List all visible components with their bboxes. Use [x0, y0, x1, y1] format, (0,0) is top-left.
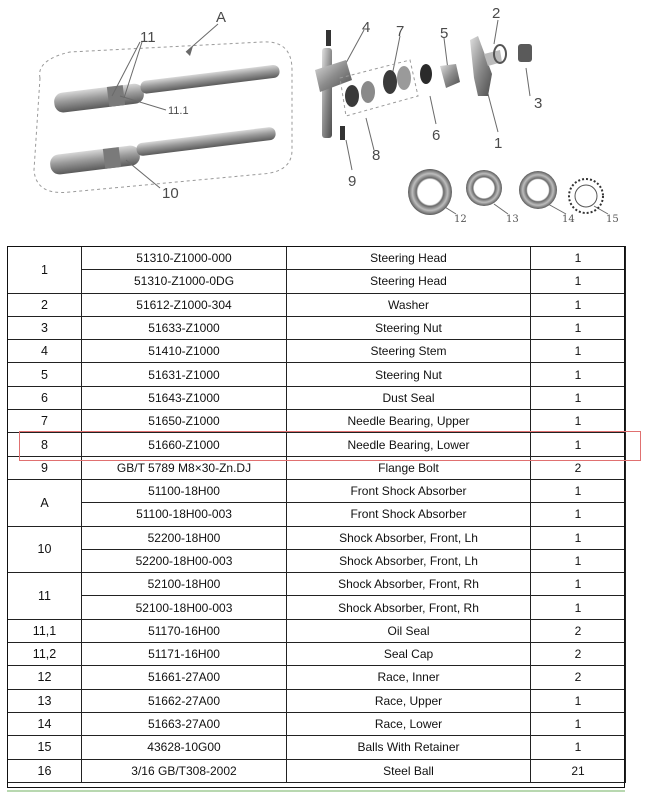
callout-13: 13 [506, 214, 519, 225]
quantity-cell: 1 [531, 503, 626, 526]
description-cell: Needle Bearing, Upper [287, 410, 531, 433]
table-row [8, 759, 626, 782]
part-number-cell: 52200-18H00-003 [82, 549, 287, 572]
description-cell: Race, Upper [287, 689, 531, 712]
steering-head [470, 36, 492, 96]
callout-3: 3 [534, 95, 543, 112]
quantity-cell: 2 [531, 643, 626, 666]
table-row [8, 386, 626, 409]
part-number-cell: GB/T 5789 M8×30-Zn.DJ [82, 456, 287, 479]
description-cell: Washer [287, 293, 531, 316]
parts-table-body [8, 247, 626, 783]
description-cell: Shock Absorber, Front, Rh [287, 573, 531, 596]
table-row [8, 340, 626, 363]
quantity-cell: 1 [531, 270, 626, 293]
callout-6: 6 [432, 127, 441, 144]
description-cell: Front Shock Absorber [287, 503, 531, 526]
ref-cell: 3 [8, 316, 82, 339]
quantity-cell: 2 [531, 456, 626, 479]
callout-a: A [216, 9, 227, 26]
ref-cell: 11 [8, 573, 82, 620]
part-number-cell: 51410-Z1000 [82, 340, 287, 363]
ref-cell: 7 [8, 410, 82, 433]
exploded-parts-diagram [0, 0, 652, 240]
description-cell: Shock Absorber, Front, Lh [287, 549, 531, 572]
quantity-cell: 1 [531, 479, 626, 502]
description-cell: Needle Bearing, Lower [287, 433, 531, 456]
part-number-cell: 52200-18H00 [82, 526, 287, 549]
quantity-cell: 1 [531, 386, 626, 409]
race-upper [466, 170, 502, 206]
part-number-cell: 51170-16H00 [82, 619, 287, 642]
quantity-cell: 1 [531, 410, 626, 433]
quantity-cell: 1 [531, 247, 626, 270]
ref-cell: 9 [8, 456, 82, 479]
parts-table [7, 246, 626, 783]
part-number-cell: 52100-18H00 [82, 573, 287, 596]
quantity-cell: 1 [531, 573, 626, 596]
table-row [8, 503, 626, 526]
part-number-cell: 51310-Z1000-0DG [82, 270, 287, 293]
ref-cell: 6 [8, 386, 82, 409]
part-number-cell: 51171-16H00 [82, 643, 287, 666]
ref-cell: 15 [8, 736, 82, 759]
ref-cell: 14 [8, 712, 82, 735]
ref-cell: 8 [8, 433, 82, 456]
steering-stem [315, 30, 352, 140]
description-cell: Front Shock Absorber [287, 479, 531, 502]
description-cell: Race, Inner [287, 666, 531, 689]
callout-1: 1 [494, 135, 503, 152]
quantity-cell: 1 [531, 736, 626, 759]
part-number-cell: 51650-Z1000 [82, 410, 287, 433]
ref-cell: 11,1 [8, 619, 82, 642]
table-row [8, 643, 626, 666]
description-cell: Race, Lower [287, 712, 531, 735]
quantity-cell: 1 [531, 526, 626, 549]
callout-11: 11 [140, 29, 156, 46]
quantity-cell: 1 [531, 712, 626, 735]
callout-14: 14 [562, 214, 575, 225]
part-number-cell: 52100-18H00-003 [82, 596, 287, 619]
quantity-cell: 1 [531, 596, 626, 619]
ref-cell: A [8, 479, 82, 526]
part-number-cell: 51631-Z1000 [82, 363, 287, 386]
callout-4: 4 [362, 19, 371, 36]
description-cell: Dust Seal [287, 386, 531, 409]
part-number-cell: 51661-27A00 [82, 666, 287, 689]
callout-12: 12 [454, 214, 467, 225]
table-row [8, 410, 626, 433]
steering-nut-5 [440, 64, 460, 88]
table-row [8, 293, 626, 316]
description-cell: Seal Cap [287, 643, 531, 666]
description-cell: Steering Stem [287, 340, 531, 363]
table-row [8, 479, 626, 502]
fork-tube-lh [49, 127, 276, 176]
callout-5: 5 [440, 25, 449, 42]
steering-nut-3 [518, 44, 532, 62]
quantity-cell: 1 [531, 316, 626, 339]
part-number-cell: 51662-27A00 [82, 689, 287, 712]
table-row [8, 316, 626, 339]
description-cell: Balls With Retainer [287, 736, 531, 759]
quantity-cell: 1 [531, 363, 626, 386]
quantity-cell: 21 [531, 759, 626, 782]
part-number-cell: 51633-Z1000 [82, 316, 287, 339]
table-row [8, 619, 626, 642]
ref-cell: 12 [8, 666, 82, 689]
description-cell: Steering Nut [287, 363, 531, 386]
callout-8: 8 [372, 147, 381, 164]
description-cell: Steering Nut [287, 316, 531, 339]
part-number-cell: 51310-Z1000-000 [82, 247, 287, 270]
callout-11-1: 11.1 [168, 105, 189, 117]
table-row [8, 549, 626, 572]
part-number-cell: 51663-27A00 [82, 712, 287, 735]
table-row [8, 689, 626, 712]
part-number-cell: 3/16 GB/T308-2002 [82, 759, 287, 782]
quantity-cell: 2 [531, 619, 626, 642]
table-row [8, 736, 626, 759]
part-number-cell: 51100-18H00-003 [82, 503, 287, 526]
callout-10: 10 [162, 185, 179, 202]
quantity-cell: 1 [531, 293, 626, 316]
quantity-cell: 1 [531, 433, 626, 456]
table-row [8, 666, 626, 689]
part-number-cell: 43628-10G00 [82, 736, 287, 759]
fork-tube-rh [53, 64, 280, 113]
ref-cell: 11,2 [8, 643, 82, 666]
description-cell: Steel Ball [287, 759, 531, 782]
ref-cell: 5 [8, 363, 82, 386]
table-row [8, 363, 626, 386]
quantity-cell: 1 [531, 340, 626, 363]
table-row [8, 526, 626, 549]
table-row [8, 270, 626, 293]
balls-with-retainer [569, 179, 603, 213]
description-cell: Steering Head [287, 247, 531, 270]
description-cell: Shock Absorber, Front, Rh [287, 596, 531, 619]
part-number-cell: 51612-Z1000-304 [82, 293, 287, 316]
callout-9: 9 [348, 173, 357, 190]
callout-15: 15 [606, 214, 619, 225]
ref-cell: 13 [8, 689, 82, 712]
part-number-cell: 51100-18H00 [82, 479, 287, 502]
quantity-cell: 2 [531, 666, 626, 689]
description-cell: Steering Head [287, 270, 531, 293]
table-row [8, 456, 626, 479]
description-cell: Oil Seal [287, 619, 531, 642]
callout-7: 7 [396, 23, 405, 40]
callout-2: 2 [492, 5, 501, 22]
ref-cell: 16 [8, 759, 82, 782]
race-inner [408, 169, 452, 215]
ref-cell: 2 [8, 293, 82, 316]
part-number-cell: 51643-Z1000 [82, 386, 287, 409]
table-row [8, 596, 626, 619]
ref-cell: 4 [8, 340, 82, 363]
table-row [8, 712, 626, 735]
ref-cell: 1 [8, 247, 82, 294]
ref-cell: 10 [8, 526, 82, 573]
quantity-cell: 1 [531, 549, 626, 572]
table-row [8, 433, 626, 456]
quantity-cell: 1 [531, 689, 626, 712]
bottom-rule [7, 790, 625, 792]
description-cell: Flange Bolt [287, 456, 531, 479]
race-lower [519, 171, 557, 209]
needle-bearings [345, 64, 432, 107]
table-row [8, 573, 626, 596]
table-row [8, 247, 626, 270]
part-number-cell: 51660-Z1000 [82, 433, 287, 456]
description-cell: Shock Absorber, Front, Lh [287, 526, 531, 549]
